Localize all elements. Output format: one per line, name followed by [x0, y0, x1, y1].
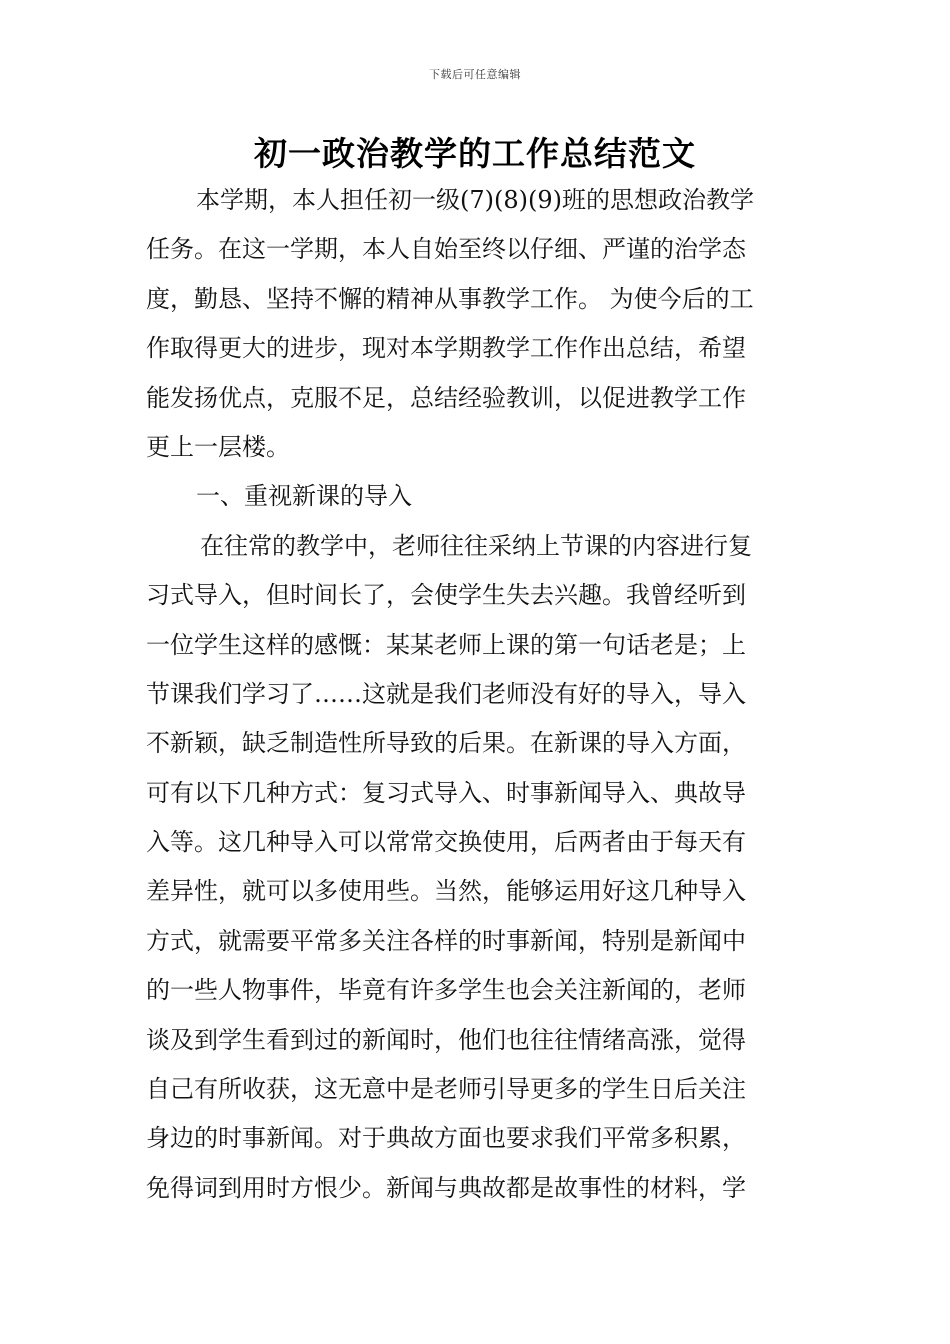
- body-line: 不新颖，缺乏制造性所导致的后果。在新课的导入方面，: [146, 729, 746, 758]
- section-heading: 一、重视新课的导入: [196, 482, 412, 511]
- body-line: 在往常的教学中，老师往往采纳上节课的内容进行复: [200, 531, 752, 560]
- body-line: 习式导入，但时间长了，会使学生失去兴趣。我曾经听到: [146, 581, 746, 610]
- body-line: 作取得更大的进步，现对本学期教学工作作出总结，希望: [146, 334, 746, 363]
- body-line: 可有以下几种方式：复习式导入、时事新闻导入、典故导: [146, 778, 746, 807]
- body-line: 免得词到用时方恨少。新闻与典故都是故事性的材料，学: [146, 1173, 746, 1202]
- body-line: 节课我们学习了……这就是我们老师没有好的导入，导入: [146, 679, 746, 708]
- document-title: 初一政治教学的工作总结范文: [254, 134, 696, 173]
- body-line: 本学期，本人担任初一级(7)(8)(9)班的思想政治教学: [196, 186, 754, 214]
- body-line: 能发扬优点，克服不足，总结经验教训，以促进教学工作: [146, 383, 746, 412]
- document-body: [146, 176, 806, 1213]
- body-line: 入等。这几种导入可以常常交换使用，后两者由于每天有: [146, 828, 746, 857]
- body-line: 差异性，就可以多使用些。当然，能够运用好这几种导入: [146, 877, 746, 906]
- header-note: 下载后可任意编辑: [429, 68, 521, 81]
- body-line: 谈及到学生看到过的新闻时，他们也往往情绪高涨，觉得: [146, 1025, 746, 1054]
- body-line: 度，勤恳、坚持不懈的精神从事教学工作。 为使今后的工: [146, 284, 754, 313]
- body-line: 任务。在这一学期，本人自始至终以仔细、严谨的治学态: [146, 235, 746, 264]
- body-line: 一位学生这样的感慨：某某老师上课的第一句话老是；上: [146, 630, 746, 659]
- body-line: 自己有所收获，这无意中是老师引导更多的学生日后关注: [146, 1075, 746, 1104]
- body-line: 身边的时事新闻。对于典故方面也要求我们平常多积累，: [146, 1124, 746, 1153]
- body-line: 方式，就需要平常多关注各样的时事新闻，特别是新闻中: [146, 926, 746, 955]
- body-line: 的一些人物事件，毕竟有许多学生也会关注新闻的，老师: [146, 976, 746, 1005]
- body-line: 更上一层楼。: [146, 432, 290, 461]
